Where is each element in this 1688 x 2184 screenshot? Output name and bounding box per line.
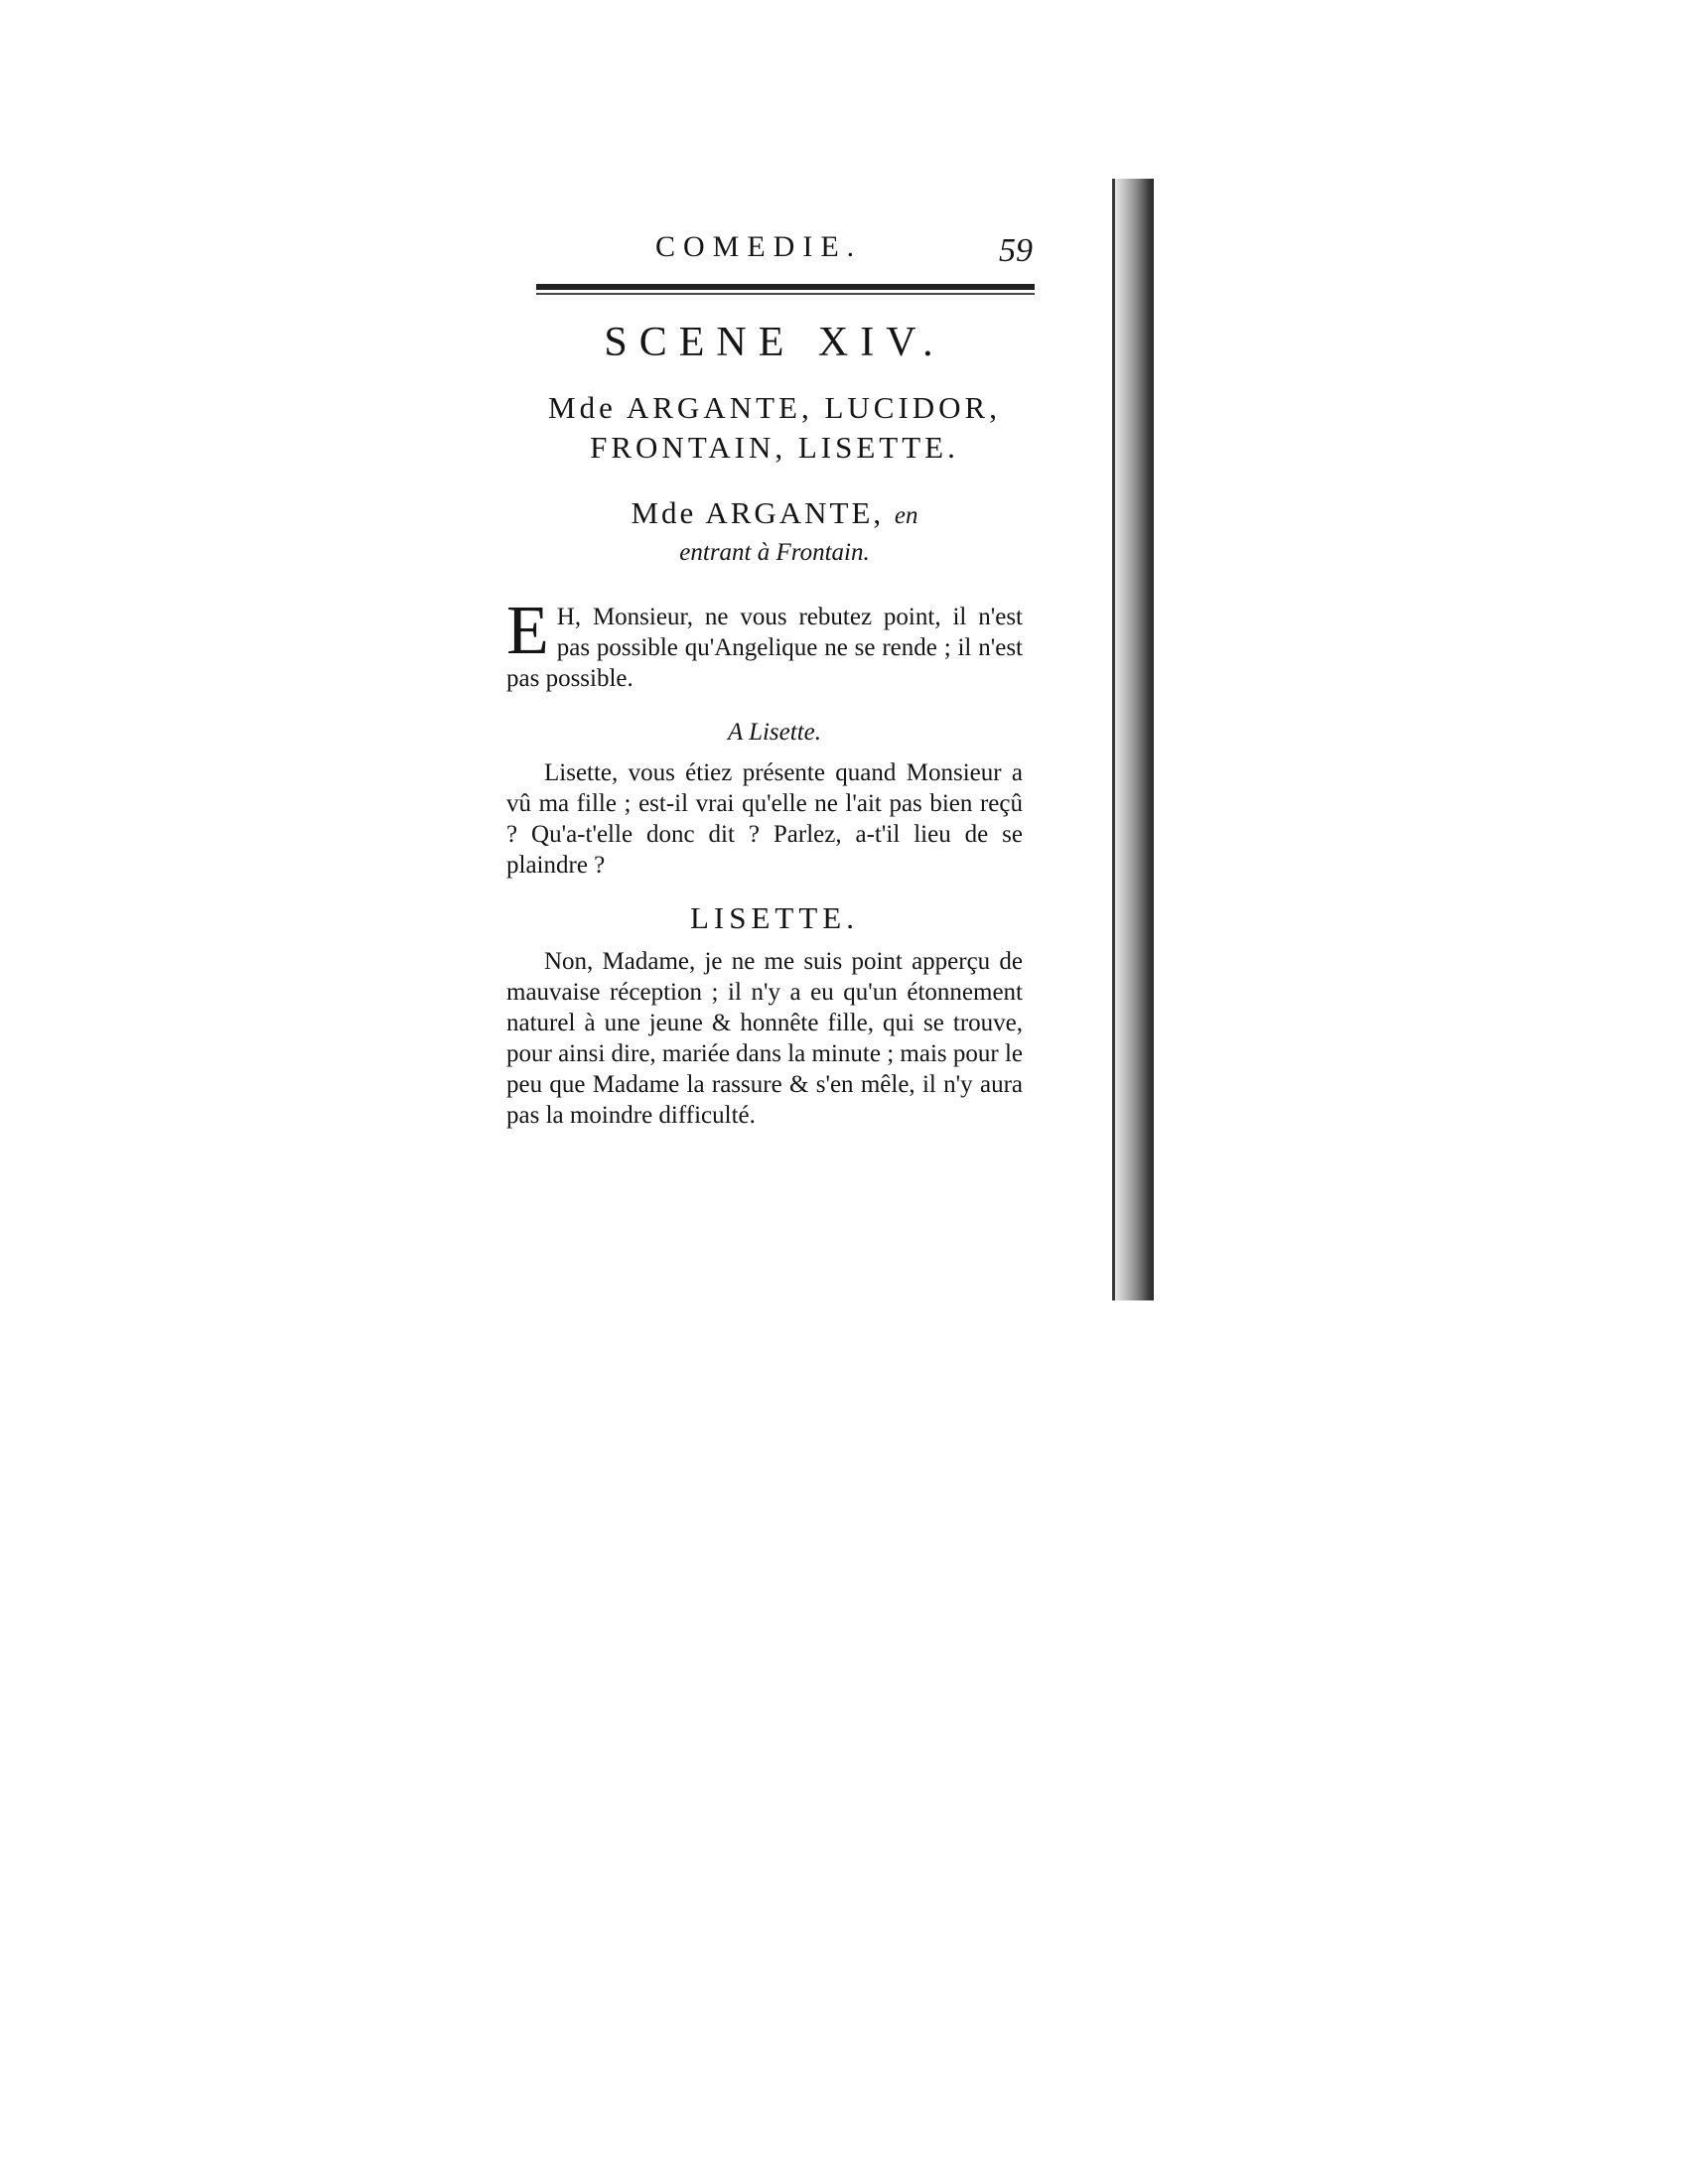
page-number: 59 [999, 232, 1033, 269]
cast-line: FRONTAIN, LISETTE. [590, 430, 959, 465]
speech-paragraph [506, 593, 1023, 694]
speech-paragraph: Lisette, vous étiez présente quand Monsieur a vû ma fille ; est-il vrai qu'elle ne l'ait pas bien reçû ? Qu'a-t'elle donc dit ? Parlez, a-t'il lieu de se plaindre ? [506, 759, 1023, 879]
speaker-label: Mde ARGANTE, [631, 495, 885, 530]
header-rule [536, 284, 1035, 295]
speaker-name: LISETTE. [690, 900, 859, 935]
speech-text: H, Monsieur, ne vous rebutez point, il n'est pas possible qu'Angelique ne se rende ; il n'est pas possible. [506, 604, 1023, 692]
stage-direction: entrant à Frontain. [679, 539, 870, 566]
scene-title: SCENE XIV. [604, 320, 945, 365]
running-title: COMEDIE. [655, 230, 863, 263]
cast-list [506, 388, 1043, 468]
stage-direction: A Lisette. [728, 719, 821, 746]
cast-line: Mde ARGANTE, LUCIDOR, [548, 390, 1001, 425]
book-gutter-shadow [1110, 179, 1154, 1300]
speech-paragraph: Non, Madame, je ne me suis point apperçu de mauvaise réception ; il n'y a eu qu'un étonnement naturel à une jeune & honnête fille, qui se trouve, pour ainsi dire, mariée dans la minute ; mais pour le peu que Madame la rassure & s'en mêle, il n'y aura pas la moindre difficulté. [506, 948, 1023, 1129]
speaker-note: en [894, 502, 918, 529]
drop-cap: E [506, 593, 549, 669]
text-block [506, 230, 1043, 1131]
running-head [506, 230, 1043, 274]
speaker-name [506, 493, 1043, 536]
